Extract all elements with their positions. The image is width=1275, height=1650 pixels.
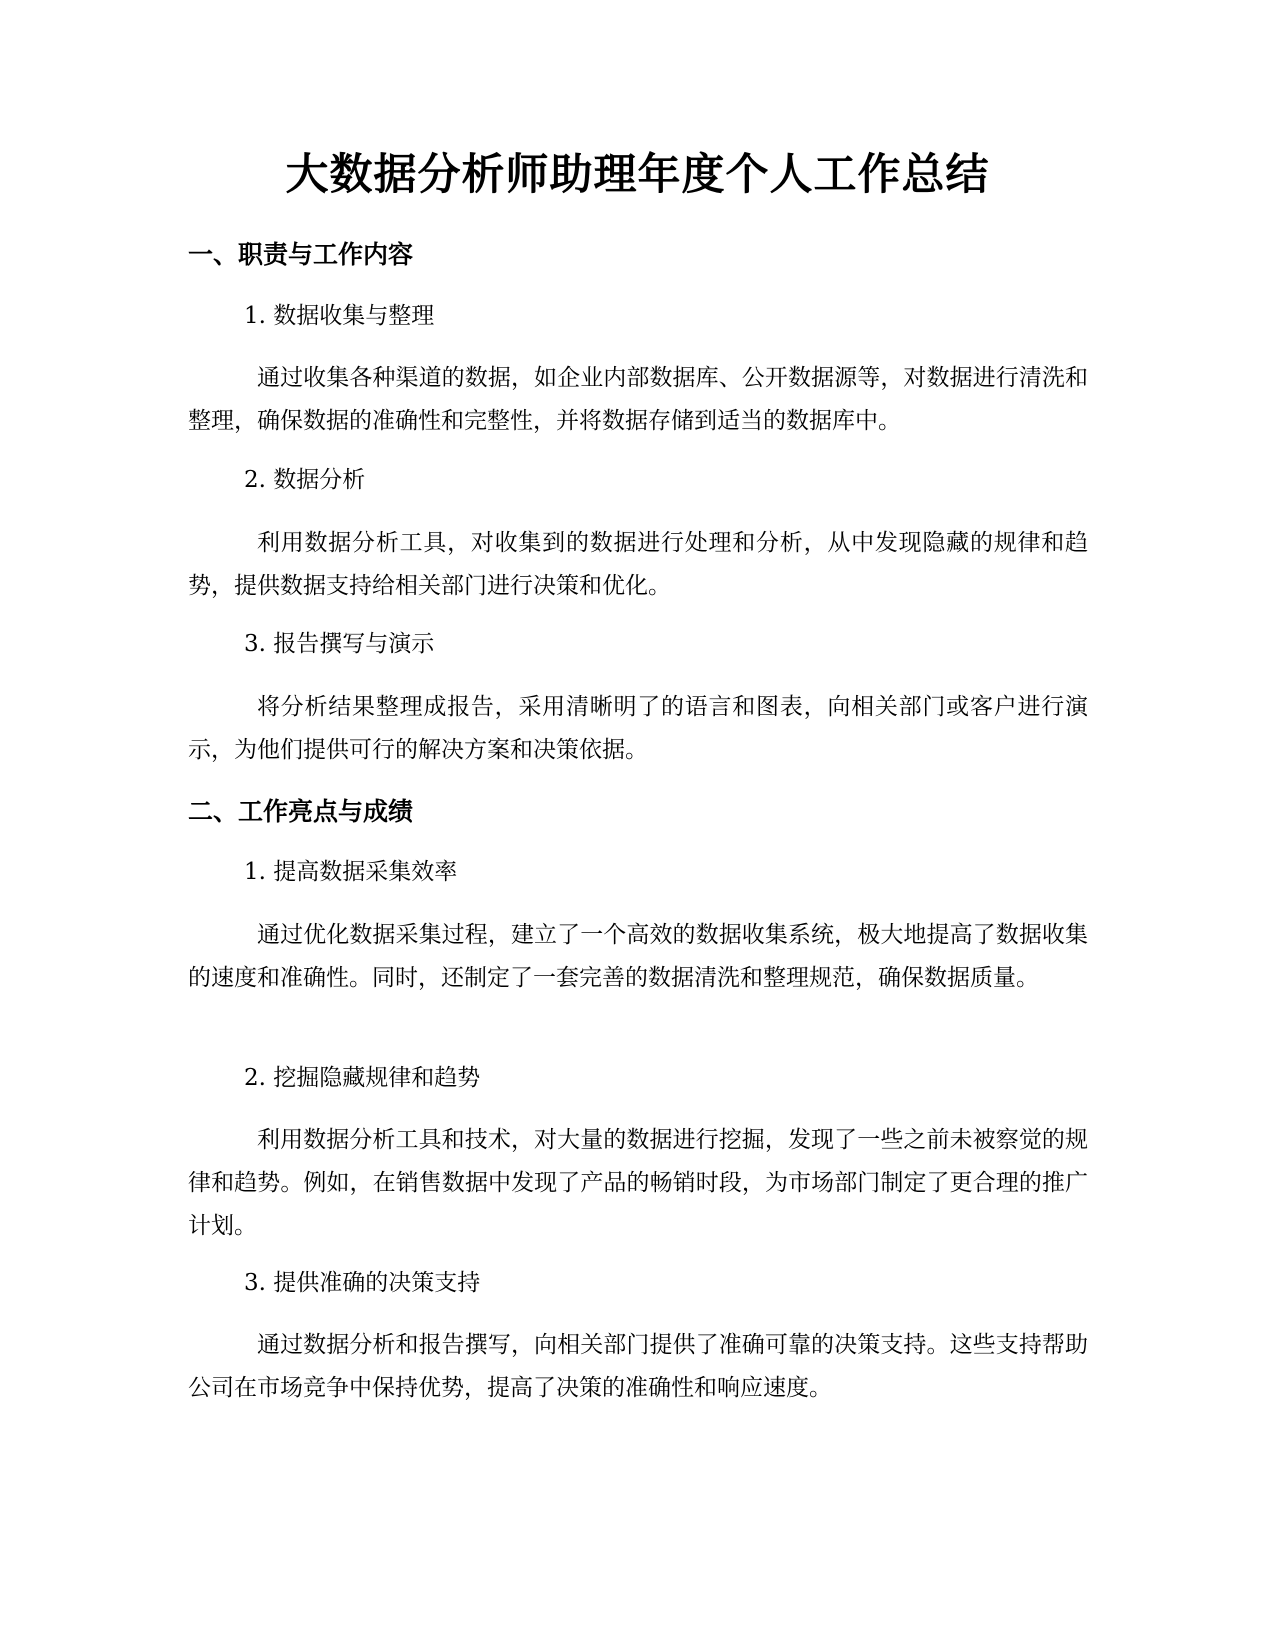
subsection-heading: 2. 挖掘隐藏规律和趋势 — [244, 1065, 481, 1091]
section-heading: 一、职责与工作内容 — [188, 240, 414, 269]
body-paragraph: 通过收集各种渠道的数据，如企业内部数据库、公开数据源等，对数据进行清洗和整理，确保数据的准确性和完整性，并将数据存储到适当的数据库中。 — [188, 365, 1088, 434]
body-paragraph: 将分析结果整理成报告，采用清晰明了的语言和图表，向相关部门或客户进行演示，为他们提供可行的解决方案和决策依据。 — [188, 694, 1088, 763]
body-paragraph: 利用数据分析工具和技术，对大量的数据进行挖掘，发现了一些之前未被察觉的规律和趋势。例如，在销售数据中发现了产品的畅销时段，为市场部门制定了更合理的推广计划。 — [188, 1127, 1088, 1239]
body-paragraph: 通过数据分析和报告撰写，向相关部门提供了准确可靠的决策支持。这些支持帮助公司在市场竞争中保持优势，提高了决策的准确性和响应速度。 — [188, 1332, 1088, 1401]
subsection-heading: 2. 数据分析 — [244, 467, 366, 493]
subsection-heading: 1. 提高数据采集效率 — [244, 859, 458, 885]
subsection-heading: 3. 报告撰写与演示 — [244, 631, 435, 657]
body-paragraph: 通过优化数据采集过程，建立了一个高效的数据收集系统，极大地提高了数据收集的速度和准确性。同时，还制定了一套完善的数据清洗和整理规范，确保数据质量。 — [188, 922, 1088, 991]
subsection-heading: 3. 提供准确的决策支持 — [244, 1270, 481, 1296]
document-title: 大数据分析师助理年度个人工作总结 — [285, 150, 990, 200]
body-paragraph: 利用数据分析工具，对收集到的数据进行处理和分析，从中发现隐藏的规律和趋势，提供数据支持给相关部门进行决策和优化。 — [188, 530, 1088, 599]
section-heading: 二、工作亮点与成绩 — [188, 797, 414, 826]
subsection-heading: 1. 数据收集与整理 — [244, 303, 435, 329]
